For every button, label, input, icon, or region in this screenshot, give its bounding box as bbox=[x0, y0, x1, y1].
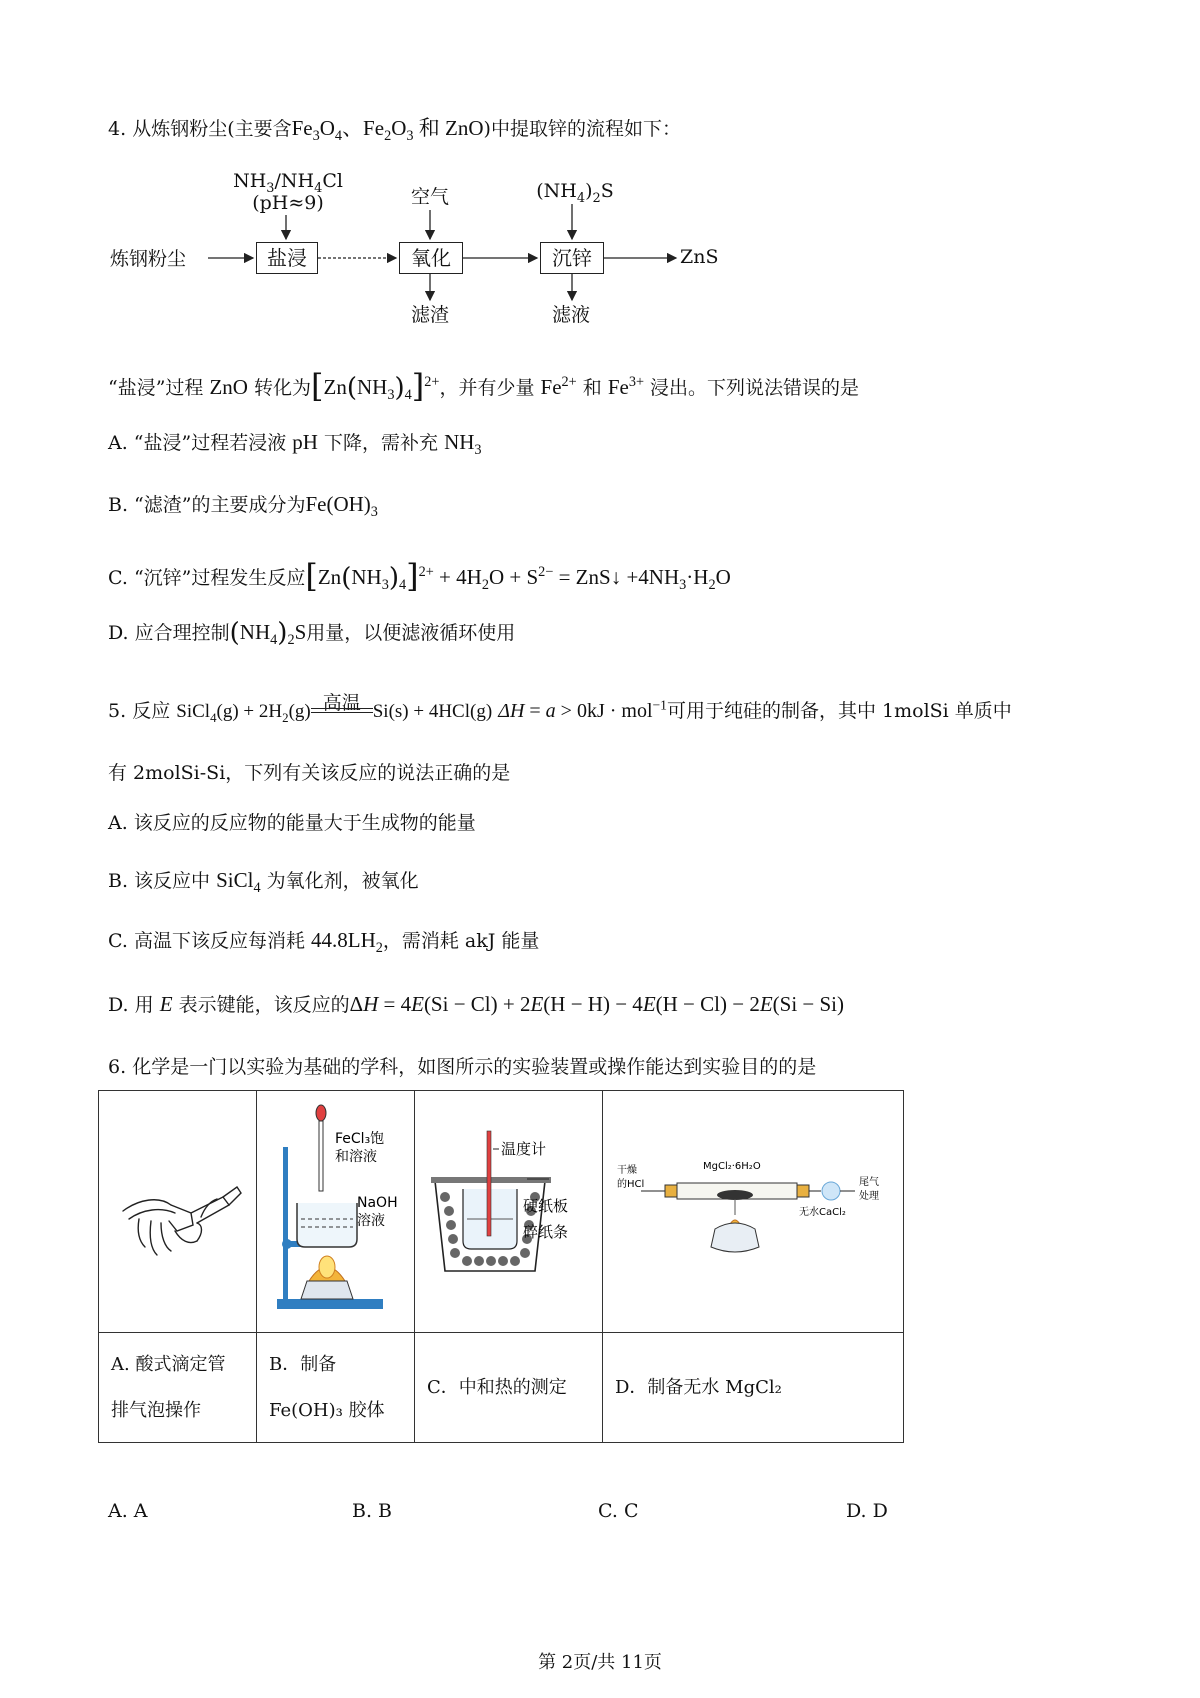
flow-reagent1-line1: $NH_3/NH_4Cl$ bbox=[233, 170, 343, 196]
q6-option-b: B. B bbox=[352, 1500, 393, 1522]
formula: $Fe(OH)_3$ bbox=[305, 492, 378, 521]
q4-description: “盐浸”过程 ZnO 转化为$[Zn(NH_3)_4]^{2+}$，并有少量 $Fe^{2+}$ 和 $Fe^{3+}$ 浸出。下列说法错误的是 bbox=[108, 367, 860, 405]
formula: $Fe_3O_4$、$Fe_2O_3$ 和 ZnO bbox=[291, 116, 484, 145]
formula: SiCl$_4$ bbox=[216, 868, 261, 897]
page-footer: 第 2页/共 11页 bbox=[538, 1652, 662, 1673]
flow-waste-residue: 滤渣 bbox=[410, 304, 449, 326]
apparatus-image-a bbox=[99, 1091, 257, 1333]
caption-a bbox=[99, 1333, 257, 1443]
q4-option-d-text2: 用量，以便滤液循环使用 bbox=[306, 622, 516, 644]
q5-option-c-text: C. 高温下该反应每消耗 bbox=[108, 930, 305, 952]
b-label-naoh: NaOH bbox=[357, 1195, 398, 1211]
flow-reagent1-line2: (pH≈9) bbox=[252, 192, 324, 214]
flow-step-precipitate: 沉锌 bbox=[540, 242, 604, 274]
d-label-cacl2: 无水CaCl₂ bbox=[799, 1207, 846, 1218]
caption-a-line2: 排气泡操作 bbox=[111, 1399, 201, 1421]
q5-option-c bbox=[108, 926, 540, 957]
caption-d: D．制备无水 MgCl₂ bbox=[603, 1333, 904, 1443]
caption-a-line1: A. 酸式滴定管 bbox=[111, 1353, 226, 1375]
q4-option-d bbox=[108, 616, 516, 649]
formula-enthalpy: ΔH = a > 0kJ · mol$^{-1}$ bbox=[498, 697, 667, 722]
q4-option-a-text2: 下降，需补充 bbox=[324, 432, 439, 454]
q4-number: 4. bbox=[108, 118, 127, 140]
q6-number: 6. bbox=[108, 1056, 127, 1078]
c-label-thermometer: 温度计 bbox=[501, 1140, 547, 1158]
q4-option-d-text: D. 应合理控制 bbox=[108, 622, 230, 644]
c-label-paper-strips: 碎纸条 bbox=[523, 1223, 569, 1241]
q4-option-b bbox=[108, 490, 378, 521]
burette-bubble-removal-illustration bbox=[99, 1091, 256, 1327]
q4-desc-part3: ，并有少量 bbox=[439, 377, 535, 399]
q4-option-c-text: C. “沉锌”过程发生反应 bbox=[108, 567, 306, 589]
flow-reagent2: 空气 bbox=[410, 186, 449, 208]
q6-stem-text: 化学是一门以实验为基础的学科，如图所示的实验装置或操作能达到实验目的的是 bbox=[132, 1056, 817, 1078]
flow-waste-filtrate: 滤液 bbox=[551, 304, 590, 326]
q5-number: 5. bbox=[108, 700, 127, 722]
q4-option-a-text: A. “盐浸”过程若浸液 bbox=[108, 432, 287, 454]
q4-desc-part2: 转化为 bbox=[254, 377, 312, 399]
caption-b-line2: Fe(OH)₃ 胶体 bbox=[269, 1399, 385, 1421]
flow-step-salt-leach: 盐浸 bbox=[256, 242, 318, 274]
q6-option-c: C. C bbox=[598, 1500, 639, 1522]
q4-option-c bbox=[108, 554, 731, 595]
calorimeter-illustration bbox=[415, 1091, 602, 1327]
formula: ZnO bbox=[209, 375, 248, 399]
flow-product: ZnS bbox=[680, 246, 719, 268]
q6-option-d: D. D bbox=[846, 1500, 888, 1522]
q4-option-a bbox=[108, 428, 482, 459]
formula: $(NH_4)_2S$ bbox=[229, 618, 307, 649]
q5-option-d-text2: 表示键能，该反应的 bbox=[178, 994, 350, 1016]
b-label-naoh-solution: 溶液 bbox=[357, 1213, 385, 1229]
reaction-condition-arrow bbox=[311, 692, 373, 717]
flow-reagent3: $(NH_4)_2S$ bbox=[536, 180, 614, 206]
anhydrous-mgcl2-illustration bbox=[603, 1091, 903, 1327]
colloid-preparation-illustration bbox=[257, 1091, 414, 1327]
formula: $Fe^{2+}$ bbox=[540, 374, 577, 399]
formula-reaction: SiCl$_4$(g) + $2H_2(g)$ 高温 Si(s) + 4HCl(g) bbox=[176, 701, 492, 722]
q5-option-d-text: D. 用 bbox=[108, 994, 154, 1016]
q5-stem-part1: 反应 bbox=[132, 700, 171, 722]
q5-option-b-text2: 为氧化剂，被氧化 bbox=[266, 870, 419, 892]
formula: $NH_3$ bbox=[444, 430, 482, 459]
formula: E bbox=[159, 992, 173, 1016]
b-label-fecl3: FeCl₃饱 bbox=[335, 1131, 385, 1147]
q5-option-b bbox=[108, 866, 419, 897]
formula: $44.8LH_2$ bbox=[311, 928, 383, 957]
apparatus-image-row bbox=[99, 1091, 904, 1333]
flow-arrows bbox=[0, 0, 1200, 340]
q6-stem bbox=[108, 1052, 816, 1079]
apparatus-image-d bbox=[603, 1091, 904, 1333]
q4-desc-part4: 浸出。下列说法错误的是 bbox=[650, 377, 860, 399]
q4-stem-part2: 中提取锌的流程如下： bbox=[490, 118, 681, 140]
d-label-dry: 干燥 bbox=[617, 1165, 637, 1176]
d-label-mgcl2-hydrate: MgCl₂·6H₂O bbox=[703, 1161, 761, 1172]
q4-desc-part1: “盐浸”过程 bbox=[108, 377, 204, 399]
q4-stem-part1: 从炼钢粉尘(主要含 bbox=[132, 118, 292, 140]
q5-stem bbox=[108, 692, 1012, 725]
q5-stem-part2: 可用于纯硅的制备，其中 1molSi 单质中 bbox=[666, 700, 1012, 722]
apparatus-table bbox=[98, 1090, 904, 1443]
q4-option-b-text: B. “滤渣”的主要成分为 bbox=[108, 494, 306, 516]
q4-stem: 4. 从炼钢粉尘(主要含$Fe_3O_4$、$Fe_2O_3$ 和 ZnO)中提取锌的流程如下： bbox=[108, 116, 681, 145]
reaction-condition: 高温 bbox=[322, 692, 361, 714]
q5-option-a: A. 该反应的反应物的能量大于生成物的能量 bbox=[108, 812, 476, 834]
apparatus-image-b bbox=[257, 1091, 415, 1333]
d-label-tail-gas: 尾气 bbox=[859, 1177, 879, 1188]
flow-step-oxidize: 氧化 bbox=[399, 242, 463, 274]
q5-option-b-text: B. 该反应中 bbox=[108, 870, 211, 892]
d-label-treatment: 处理 bbox=[859, 1191, 879, 1202]
caption-b-line1: B．制备 bbox=[269, 1353, 337, 1375]
d-label-hcl: 的HCl bbox=[617, 1179, 645, 1190]
q5-stem-line2: 有 2molSi-Si，下列有关该反应的说法正确的是 bbox=[108, 762, 511, 784]
caption-c: C．中和热的测定 bbox=[415, 1333, 603, 1443]
flow-start: 炼钢粉尘 bbox=[110, 248, 187, 270]
q6-option-a: A. A bbox=[108, 1500, 148, 1522]
formula-complex-ion: $[Zn(NH_3)_4]^{2+}$ bbox=[311, 367, 440, 405]
formula-equation: $[Zn(NH_3)_4]^{2+} + 4H_2O + S^{2-}$ = ZnS↓ $+4NH_3\cdot H_2O$ bbox=[305, 557, 731, 595]
c-label-cardboard: 硬纸板 bbox=[523, 1197, 569, 1215]
b-label-solution: 和溶液 bbox=[335, 1149, 377, 1165]
apparatus-caption-row bbox=[99, 1333, 904, 1443]
formula: pH bbox=[292, 430, 318, 454]
q5-option-c-text2: ，需消耗 akJ 能量 bbox=[382, 930, 540, 952]
formula: $Fe^{3+}$ bbox=[607, 374, 644, 399]
formula-bond-energy: ΔH = 4E(Si − Cl) + 2E(H − H) − 4E(H − Cl) − 2E(Si − Si) bbox=[349, 992, 845, 1016]
apparatus-image-c bbox=[415, 1091, 603, 1333]
caption-b bbox=[257, 1333, 415, 1443]
q5-option-d bbox=[108, 990, 844, 1017]
flow-diagram bbox=[0, 0, 1200, 340]
